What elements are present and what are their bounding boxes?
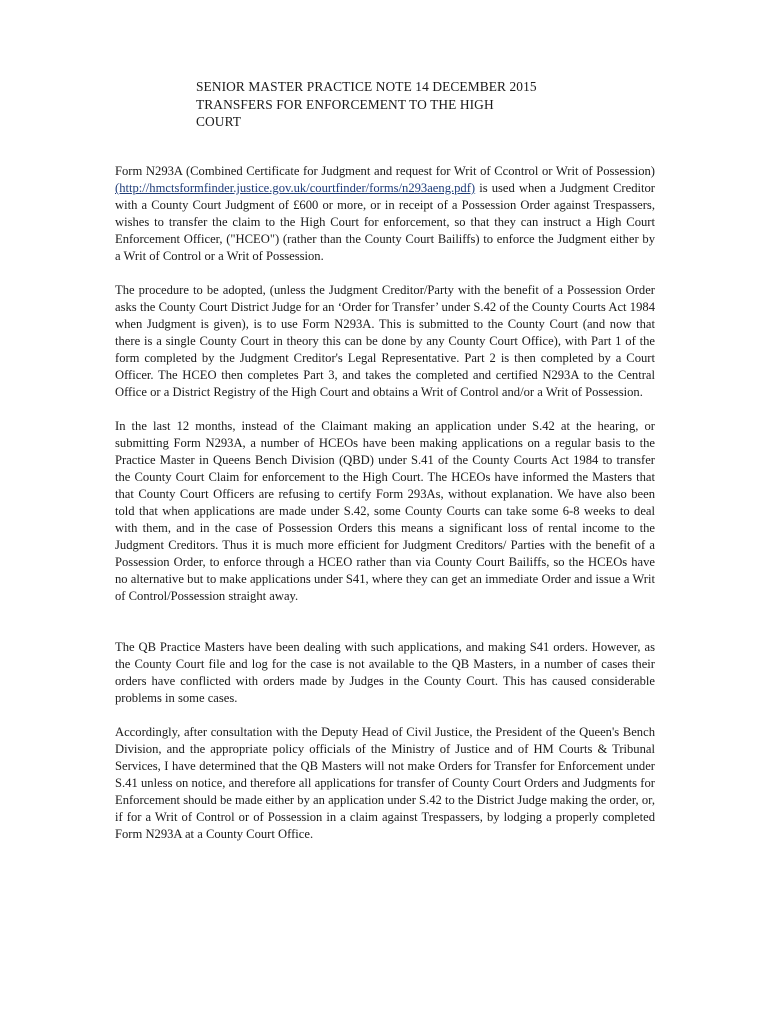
paragraph-qb-practice-masters: The QB Practice Masters have been dealing with such applications, and making S41 orders. However, as the County Court file and log for the case is not available to the QB Masters, in a number of cases their orders have conflicted with orders made by Judges in the County Court. This has caused considerable problems in some cases. bbox=[115, 640, 655, 705]
title-line-2: TRANSFERS FOR ENFORCEMENT TO THE HIGH bbox=[196, 96, 494, 112]
document-body bbox=[115, 163, 655, 843]
paragraph-1-text-before-link: Form N293A (Combined Certificate for Judgment and request for Writ of Ccontrol or Writ of Possession) bbox=[115, 164, 655, 178]
paragraph-1-text-after-link: is used when a Judgment Creditor with a County Court Judgment of £600 or more, or in receipt of a Possession Order against Trespassers, wishes to transfer the claim to the High Court for enforcement, so that they can instruct a High Court Enforcement Officer, ("HCEO") (rather than the County Court Bailiffs) to enforce the Judgment either by a Writ of Control or a Writ of Possession. bbox=[115, 181, 655, 263]
form-n293a-link[interactable]: (http://hmctsformfinder.justice.gov.uk/courtfinder/forms/n293aeng.pdf) bbox=[115, 181, 476, 195]
paragraph-accordingly: Accordingly, after consultation with the Deputy Head of Civil Justice, the President of the Queen's Bench Division, and the appropriate policy officials of the Ministry of Justice and of HM Courts & Tribunal Services, I have determined that the QB Masters will not make Orders for Transfer for Enforcement under S.41 unless on notice, and therefore all applications for transfer of County Court Orders and Judgments for Enforcement should be made either by an application under S.42 to the District Judge making the order, or, if for a Writ of Control or of Possession in a claim against Trespassers, by lodging a properly completed Form N293A at a County Court Office. bbox=[115, 725, 655, 841]
paragraph-procedure: The procedure to be adopted, (unless the Judgment Creditor/Party with the benefit of a Possession Order asks the County Court District Judge for an ‘Order for Transfer’ under S.42 of the County Courts Act 1984 when Judgment is given), is to use Form N293A. This is submitted to the County Court (and now that there is a single County Court in theory this can be done by any County Court Office), with Part 1 of the form completed by the Judgment Creditor's Legal Representative. Part 2 is then completed by a Court Officer. The HCEO then completes Part 3, and takes the completed and certified N293A to the Central Office or a District Registry of the High Court and obtains a Writ of Control and/or a Writ of Possession. bbox=[115, 283, 655, 399]
paragraph-last-12-months: In the last 12 months, instead of the Claimant making an application under S.42 at the hearing, or submitting Form N293A, a number of HCEOs have been making applications on a regular basis to the Practice Master in Queens Bench Division (QBD) under S.41 of the County Courts Act 1984 to transfer the County Court Claim for enforcement to the High Court. The HCEOs have informed the Masters that that County Court Officers are refusing to certify Form 293As, without explanation. We have also been told that when applications are made under S.42, some County Courts can take some 6-8 weeks to deal with them, and in the case of Possession Orders this means a significant loss of rental income to the Judgment Creditors. Thus it is much more efficient for Judgment Creditors/ Parties with the benefit of a Possession Order, to enforce through a HCEO rather than via County Court Bailiffs, so the HCEOs have no alternative but to make applications under S41, where they can get an immediate Order and issue a Writ of Control/Possession straight away. bbox=[115, 419, 655, 603]
document-title bbox=[196, 78, 616, 131]
title-line-1: SENIOR MASTER PRACTICE NOTE 14 DECEMBER 2015 bbox=[196, 79, 537, 94]
title-line-3: COURT bbox=[196, 114, 242, 129]
paragraph-form-n293a bbox=[115, 163, 655, 265]
